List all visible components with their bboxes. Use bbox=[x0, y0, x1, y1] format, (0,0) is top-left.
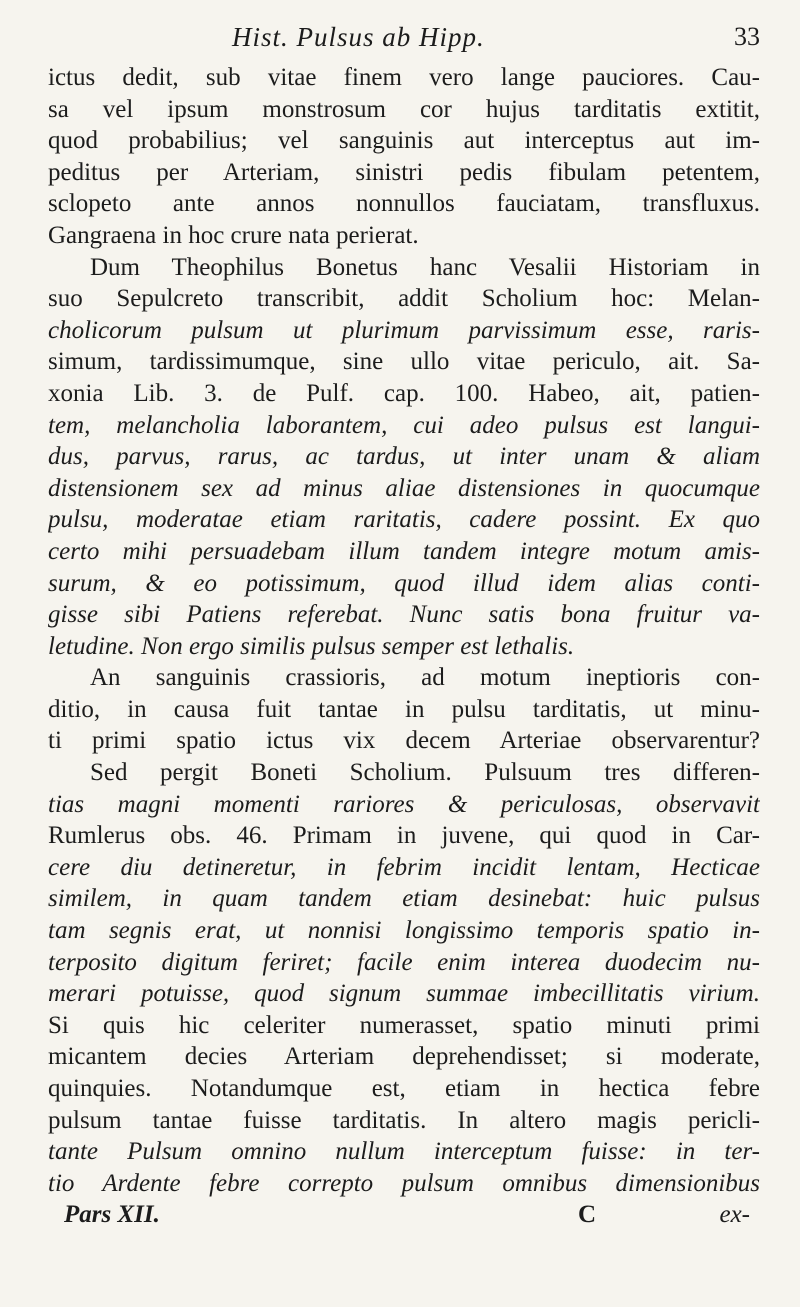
text-line: peditus per Arteriam, sinistri pedis fibulam petentem, bbox=[48, 158, 760, 186]
text-line: sclopeto ante annos nonnullos fauciatam, transfluxus. bbox=[48, 190, 760, 218]
running-title: Hist. Pulsus ab Hipp. bbox=[232, 22, 485, 52]
text-line: xonia Lib. 3. de Pulf. cap. 100. Habeo, ait, patien- bbox=[48, 379, 760, 407]
text-line: pulsu, moderatae etiam raritatis, cadere possint. Ex quo bbox=[48, 506, 760, 534]
text-line: tio Ardente febre correpto pulsum omnibus dimensionibus bbox=[48, 1169, 760, 1197]
text-line: cere diu detineretur, in febrim incidit lentam, Hecticae bbox=[48, 853, 760, 881]
text-line: terposito digitum feriret; facile enim interea duodecim nu- bbox=[48, 948, 760, 976]
text-line: Dum Theophilus Bonetus hanc Vesalii Historiam in bbox=[90, 253, 760, 281]
text-line: certo mihi persuadebam illum tandem integre motum amis- bbox=[48, 537, 760, 565]
page-header bbox=[48, 22, 760, 62]
text-line: cholicorum pulsum ut plurimum parvissimum esse, raris- bbox=[48, 316, 760, 344]
text-line: Gangraena in hoc crure nata perierat. bbox=[48, 221, 419, 249]
text-line: merari potuisse, quod signum summae imbecillitatis virium. bbox=[48, 980, 760, 1008]
text-line: Si quis hic celeriter numerasset, spatio minuti primi bbox=[48, 1011, 760, 1039]
text-line: tam segnis erat, ut nonnisi longissimo temporis spatio in- bbox=[48, 917, 760, 945]
text-line: ti primi spatio ictus vix decem Arteriae observarentur? bbox=[48, 727, 760, 755]
text-line: tante Pulsum omnino nullum interceptum fuisse: in ter- bbox=[48, 1138, 760, 1166]
text-line: Rumlerus obs. 46. Primam in juvene, qui quod in Car- bbox=[48, 822, 760, 850]
text-line: ditio, in causa fuit tantae in pulsu tarditatis, ut minu- bbox=[48, 695, 760, 723]
text-line: simum, tardissimumque, sine ullo vitae periculo, ait. Sa- bbox=[48, 348, 760, 376]
book-page bbox=[48, 22, 760, 1292]
text-line: micantem decies Arteriam deprehendisset; si moderate, bbox=[48, 1043, 760, 1071]
text-line: ictus dedit, sub vitae finem vero lange pauciores. Cau- bbox=[48, 64, 760, 91]
text-line: tem, melancholia laborantem, cui adeo pulsus est langui- bbox=[48, 411, 760, 439]
text-line: surum, & eo potissimum, quod illud idem alias conti- bbox=[48, 569, 760, 597]
text-line: tias magni momenti rariores & periculosas, observavit bbox=[48, 790, 760, 818]
text-line: quinquies. Notandumque est, etiam in hectica febre bbox=[48, 1075, 760, 1102]
text-line: suo Sepulcreto transcribit, addit Scholium hoc: Melan- bbox=[48, 285, 760, 313]
text-line: pulsum tantae fuisse tarditatis. In altero magis pericli- bbox=[48, 1106, 760, 1134]
signature-mark: Pars XII. bbox=[64, 1201, 160, 1229]
text-line: distensionem sex ad minus aliae distensiones in quocumque bbox=[48, 474, 760, 502]
text-line: sa vel ipsum monstrosum cor hujus tarditatis extitit, bbox=[48, 95, 760, 123]
body-text bbox=[48, 62, 760, 1199]
text-line: dus, parvus, rarus, ac tardus, ut inter unam & aliam bbox=[48, 443, 760, 471]
text-line: quod probabilius; vel sanguinis aut interceptus aut im- bbox=[48, 127, 760, 155]
sheet-mark: C bbox=[578, 1201, 597, 1229]
page-number: 33 bbox=[734, 22, 760, 51]
text-line: letudine. Non ergo similis pulsus semper est lethalis. bbox=[48, 632, 575, 660]
catchword: ex- bbox=[719, 1201, 750, 1229]
text-line: gisse sibi Patiens referebat. Nunc satis bona fruitur va- bbox=[48, 601, 760, 629]
text-line: An sanguinis crassioris, ad motum ineptioris con- bbox=[90, 664, 760, 692]
text-line: similem, in quam tandem etiam desinebat: huic pulsus bbox=[48, 885, 760, 913]
text-line: Sed pergit Boneti Scholium. Pulsuum tres differen- bbox=[90, 759, 760, 787]
page-footer bbox=[48, 1201, 760, 1235]
